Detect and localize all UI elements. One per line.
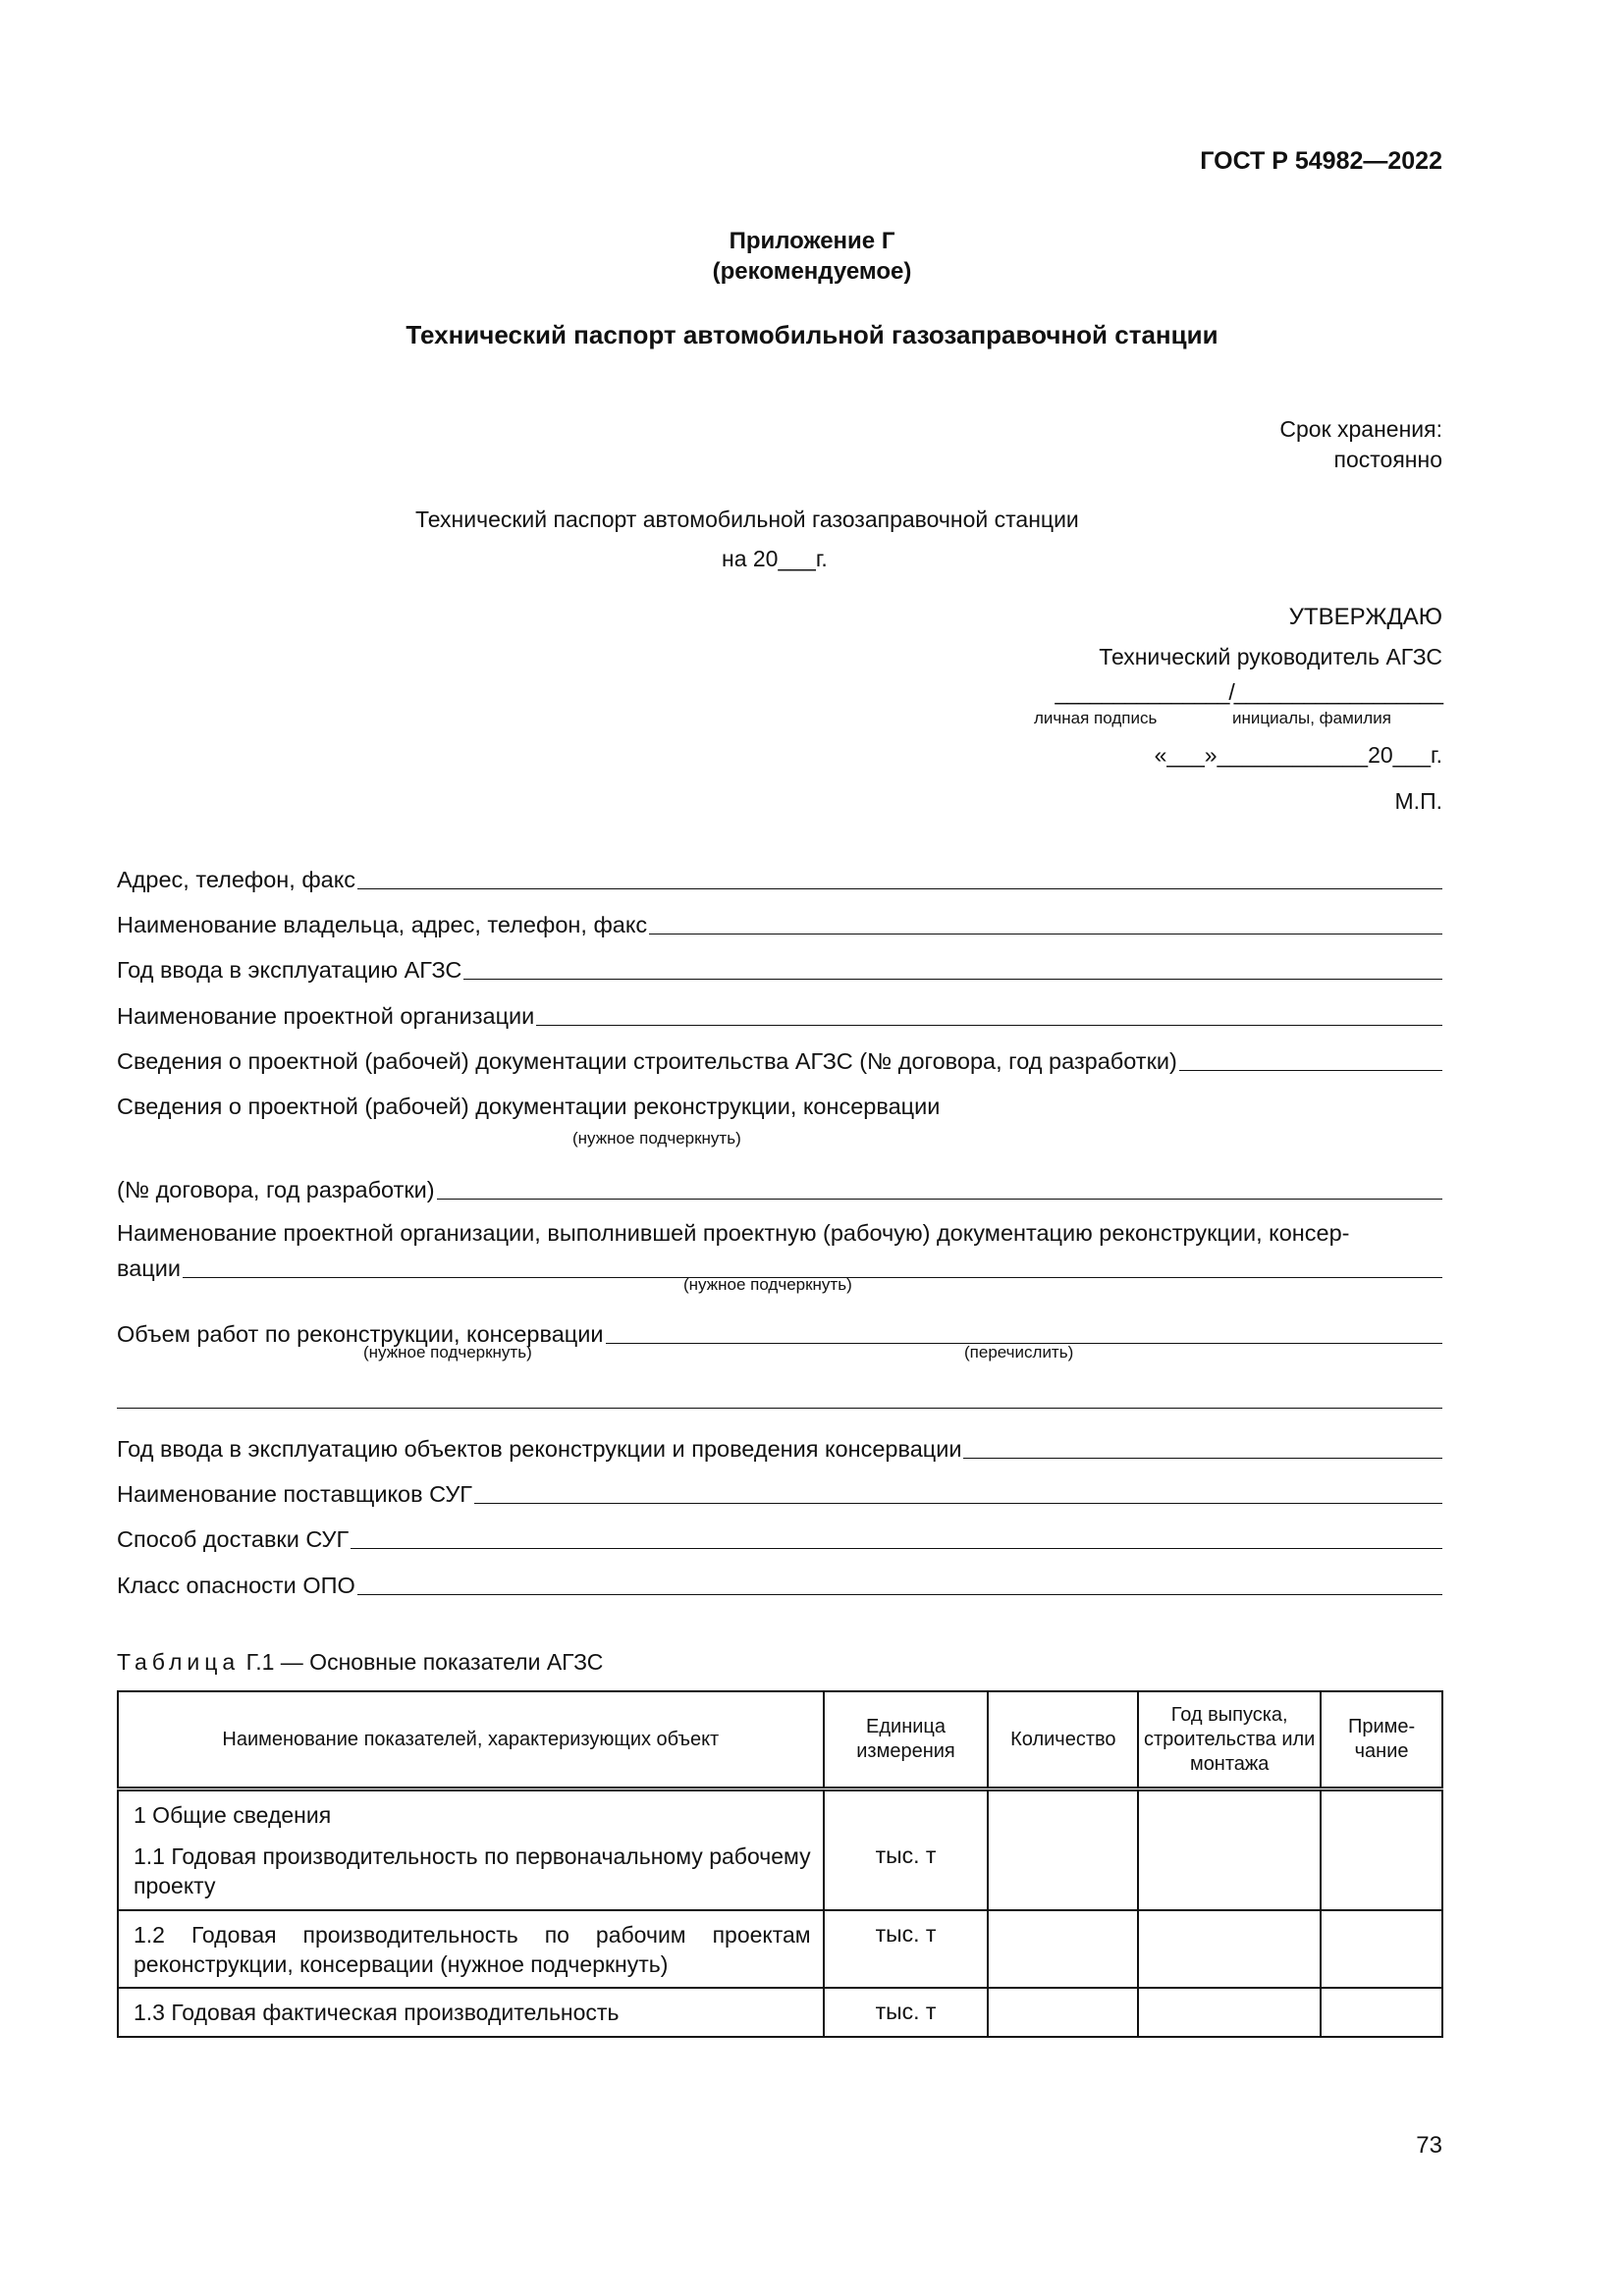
row-name-cell <box>118 1988 824 2037</box>
header-note: Приме-чание <box>1321 1691 1442 1789</box>
design-org-label: Наименование проектной организации <box>117 1003 535 1029</box>
row-name-cell <box>118 1789 824 1910</box>
recon-org-label: Наименование проектной организации, выполнившей проектную (рабочую) документацию реконструкции, консер- <box>117 1220 1350 1246</box>
row-note[interactable] <box>1321 1789 1442 1910</box>
table-caption-text: Г.1 — Основные показатели АГЗС <box>245 1649 604 1675</box>
signature-caption: личная подпись <box>1034 709 1158 727</box>
row-name-cell <box>118 1910 824 1989</box>
recon-docs-note: (нужное подчеркнуть) <box>572 1129 741 1148</box>
row-name: 1.2 Годовая производительность по рабочим проектам реконструкции, консервации (нужное подчеркнуть) <box>134 1921 811 1977</box>
standard-number: ГОСТ Р 54982—2022 <box>1200 147 1442 175</box>
contract-blank[interactable] <box>437 1199 1442 1200</box>
hazard-class-blank[interactable] <box>357 1594 1442 1595</box>
header-year: Год выпуска, строительства или монтажа <box>1138 1691 1321 1789</box>
table-header-row <box>118 1691 1442 1789</box>
row-year[interactable] <box>1138 1988 1321 2037</box>
name-caption: инициалы, фамилия <box>1232 709 1391 727</box>
row-year[interactable] <box>1138 1910 1321 1989</box>
suppliers-label: Наименование поставщиков СУГ <box>117 1481 472 1507</box>
passport-title: Технический паспорт автомобильной газозаправочной станции <box>415 507 1079 532</box>
row-quantity[interactable] <box>988 1789 1138 1910</box>
approval-role: Технический руководитель АГЗС <box>1099 644 1442 669</box>
design-docs-label: Сведения о проектной (рабочей) документации строительства АГЗС (№ договора, год разработки) <box>117 1048 1177 1074</box>
address-label: Адрес, телефон, факс <box>117 867 356 892</box>
owner-label: Наименование владельца, адрес, телефон, факс <box>117 912 648 937</box>
approval-date-line: «___»____________20___г. <box>1154 742 1442 768</box>
row-name: 1.1 Годовая производительность по первоначальному рабочему проекту <box>134 1842 811 1898</box>
hazard-class-label: Класс опасности ОПО <box>117 1573 355 1598</box>
document-title: Технический паспорт автомобильной газозаправочной станции <box>406 320 1218 349</box>
page-number: 73 <box>1416 2132 1442 2159</box>
table-row <box>118 1988 1442 2037</box>
stamp-mark: М.П. <box>1394 788 1442 814</box>
work-volume-field[interactable] <box>117 1312 1442 1348</box>
table-caption-word: Таблица <box>117 1649 241 1675</box>
design-docs-field[interactable] <box>117 1040 1442 1075</box>
design-org-blank[interactable] <box>536 1025 1442 1026</box>
header-unit: Единица измерения <box>824 1691 989 1789</box>
header-quantity: Количество <box>988 1691 1138 1789</box>
design-docs-blank[interactable] <box>1179 1070 1442 1071</box>
storage-value: постоянно <box>1333 447 1442 472</box>
recon-year-label: Год ввода в эксплуатацию объектов реконструкции и проведения консервации <box>117 1436 962 1462</box>
row-unit: тыс. т <box>824 1910 989 1989</box>
delivery-blank[interactable] <box>351 1548 1442 1549</box>
recon-docs-field <box>117 1085 1442 1120</box>
recon-year-field[interactable] <box>117 1427 1442 1463</box>
delivery-label: Способ доставки СУГ <box>117 1526 350 1552</box>
row-year[interactable] <box>1138 1789 1321 1910</box>
table-row <box>118 1789 1442 1910</box>
recon-org-line1 <box>117 1211 1442 1247</box>
table-row <box>118 1910 1442 1989</box>
section-title: 1 Общие сведения <box>134 1802 332 1828</box>
row-quantity[interactable] <box>988 1988 1138 2037</box>
header-indicator-name: Наименование показателей, характеризующих объект <box>118 1691 824 1789</box>
suppliers-field[interactable] <box>117 1472 1442 1508</box>
indicators-table <box>117 1690 1443 2038</box>
table-caption <box>117 1649 603 1676</box>
row-unit: тыс. т <box>824 1789 989 1910</box>
work-volume-list-note: (перечислить) <box>964 1343 1074 1362</box>
appendix-subtitle: (рекомендуемое) <box>712 258 912 285</box>
design-org-field[interactable] <box>117 994 1442 1030</box>
passport-year: на 20___г. <box>722 546 828 571</box>
appendix-title: Приложение Г <box>729 228 895 254</box>
hazard-class-field[interactable] <box>117 1564 1442 1599</box>
recon-docs-label: Сведения о проектной (рабочей) документации реконструкции, консервации <box>117 1094 941 1119</box>
work-volume-note: (нужное подчеркнуть) <box>363 1343 532 1362</box>
work-volume-extra-blank[interactable] <box>117 1408 1442 1409</box>
commissioning-year-blank[interactable] <box>463 979 1442 980</box>
recon-org-label-cont: вации <box>117 1255 182 1281</box>
signature-line: _______________/__________________ <box>1055 679 1442 705</box>
owner-field[interactable] <box>117 903 1442 938</box>
contract-field[interactable] <box>117 1168 1442 1203</box>
row-quantity[interactable] <box>988 1910 1138 1989</box>
address-field[interactable] <box>117 858 1442 893</box>
row-note[interactable] <box>1321 1910 1442 1989</box>
recon-org-note: (нужное подчеркнуть) <box>683 1275 852 1294</box>
work-volume-label: Объем работ по реконструкции, консервации <box>117 1321 604 1347</box>
row-note[interactable] <box>1321 1988 1442 2037</box>
row-unit: тыс. т <box>824 1988 989 2037</box>
row-name: 1.3 Годовая фактическая производительность <box>134 2000 620 2026</box>
recon-year-blank[interactable] <box>963 1458 1442 1459</box>
address-blank[interactable] <box>357 888 1442 889</box>
contract-label: (№ договора, год разработки) <box>117 1177 435 1202</box>
commissioning-year-field[interactable] <box>117 948 1442 984</box>
suppliers-blank[interactable] <box>474 1503 1442 1504</box>
commissioning-year-label: Год ввода в эксплуатацию АГЗС <box>117 957 462 983</box>
delivery-field[interactable] <box>117 1518 1442 1553</box>
storage-label: Срок хранения: <box>1279 416 1442 442</box>
approval-heading: УТВЕРЖДАЮ <box>1288 604 1442 630</box>
